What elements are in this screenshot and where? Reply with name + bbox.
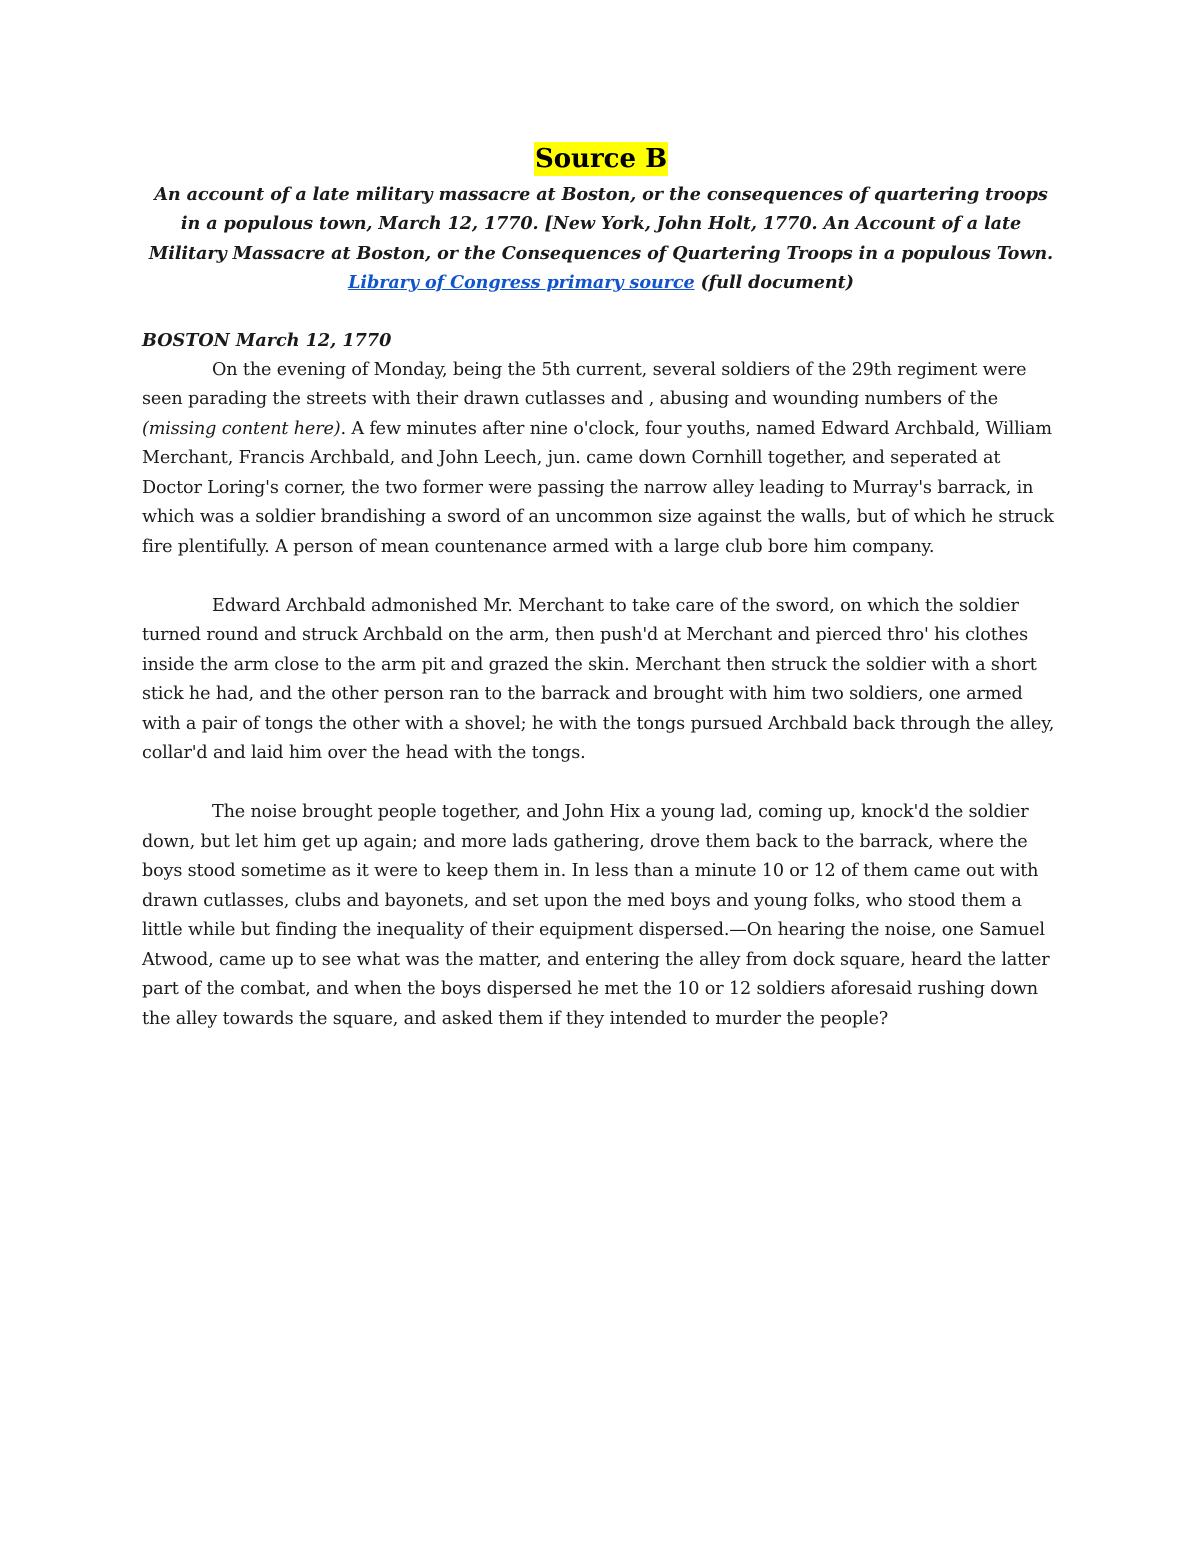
paragraph-1-part-2: . A few minutes after nine o'clock, four youths, named Edward Archbald, William Merchant, Francis Archbald, and John Leech, jun. came down Cornhill together, and seperated at Doctor Loring's corner, the two former were passing the narrow alley leading to Murray's barrack, in which was a soldier brandishing a sword of an uncommon size against the walls, but of which he struck fire plentifully. A person of mean countenance armed with a large club bore him company. [142, 418, 1054, 557]
paragraph-1 [142, 356, 1060, 563]
title-block [142, 140, 1060, 180]
library-of-congress-link[interactable]: Library of Congress primary source [348, 271, 695, 293]
document-content [142, 140, 1060, 1034]
paragraph-2: Edward Archbald admonished Mr. Merchant to take care of the sword, on which the soldier turned round and struck Archbald on the arm, then push'd at Merchant and pierced thro' his clothes inside the arm close to the arm pit and grazed the skin. Merchant then struck the soldier with a short stick he had, and the other person ran to the barrack and brought with him two soldiers, one armed with a pair of tongs the other with a shovel; he with the tongs pursued Archbald back through the alley, collar'd and laid him over the head with the tongs. [142, 595, 1055, 764]
paragraph-1-part-1: On the evening of Monday, being the 5th current, several soldiers of the 29th regiment were seen parading the streets with their drawn cutlasses and , abusing and wounding numbers of the [142, 359, 1027, 410]
missing-content-note: (missing content here) [142, 418, 341, 439]
citation-suffix: (full document) [694, 271, 854, 293]
source-citation [142, 180, 1060, 297]
dateline: BOSTON March 12, 1770 [142, 330, 392, 352]
paragraph-3: The noise brought people together, and John Hix a young lad, coming up, knock'd the soldier down, but let him get up again; and more lads gathering, drove them back to the barrack, where the boys stood sometime as it were to keep them in. In less than a minute 10 or 12 of them came out with drawn cutlasses, clubs and bayonets, and set upon the med boys and young folks, who stood them a little while but finding the inequality of their equipment dispersed.—On hearing the noise, one Samuel Atwood, came up to see what was the matter, and entering the alley from dock square, heard the latter part of the combat, and when the boys dispersed he met the 10 or 12 soldiers aforesaid rushing down the alley towards the square, and asked them if they intended to murder the people? [142, 802, 1050, 1029]
page-title: Source B [534, 144, 668, 174]
citation-text: An account of a late military massacre at Boston, or the consequences of quartering troops in a populous town, March 12, 1770. [New York, John Holt, 1770. An Account of a late Military Massacre at Boston, or the Consequences of Quartering Troops in a populous Town. [148, 184, 1054, 264]
